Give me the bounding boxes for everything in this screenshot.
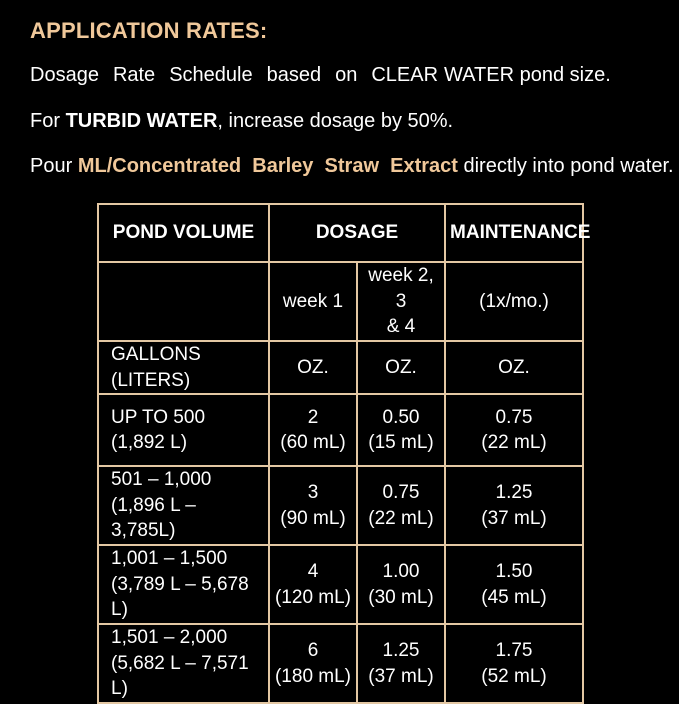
- week1-cell: [269, 624, 357, 703]
- ml: (180 mL): [274, 665, 352, 687]
- oz: 4: [307, 560, 319, 582]
- subheader-maintenance: (1x/mo.): [445, 262, 583, 341]
- dosage-table: [97, 203, 591, 704]
- week1-cell: [269, 545, 357, 624]
- ml: (52 mL): [481, 665, 547, 687]
- gallons: 501 – 1,000: [111, 469, 212, 491]
- turbid-note-post: , increase dosage by 50%.: [217, 110, 454, 132]
- liters: (3,789 L – 5,678 L): [111, 573, 249, 621]
- pour-note-post: directly into pond water.: [457, 155, 674, 177]
- oz: 0.75: [495, 406, 533, 428]
- subheader-week234: [357, 262, 445, 341]
- gallons: 1,501 – 2,000: [111, 627, 228, 649]
- oz: 1.25: [382, 639, 420, 661]
- turbid-note-bold: TURBID WATER: [65, 110, 218, 132]
- week234-cell: [357, 624, 445, 703]
- volume-cell: [98, 394, 269, 466]
- oz: 1.75: [495, 639, 533, 661]
- gallons: UP TO 500: [111, 406, 206, 428]
- maintenance-cell: [445, 466, 583, 545]
- maintenance-cell: [445, 394, 583, 466]
- oz: 0.75: [382, 482, 420, 504]
- oz: 2: [307, 406, 319, 428]
- week1-cell: [269, 466, 357, 545]
- subheader-week234-line1: week 2, 3: [368, 265, 434, 312]
- maintenance-cell: [445, 624, 583, 703]
- subheader-week1: week 1: [269, 262, 357, 341]
- oz: 1.00: [382, 560, 420, 582]
- ml: (37 mL): [368, 665, 434, 687]
- ml: (37 mL): [481, 507, 547, 529]
- word: Rate: [112, 64, 156, 86]
- ml: (30 mL): [368, 586, 434, 608]
- empty-cell: [98, 262, 269, 341]
- volume-cell: [98, 545, 269, 624]
- liters: (5,682 L – 7,571 L): [111, 652, 249, 700]
- gallons: 1,001 – 1,500: [111, 548, 228, 570]
- turbid-note: [30, 110, 453, 133]
- ml: (45 mL): [481, 586, 547, 608]
- week234-cell: [357, 545, 445, 624]
- schedule-note: [30, 64, 625, 87]
- pour-note: [30, 155, 674, 178]
- subheader-week234-line2: & 4: [386, 316, 416, 338]
- unit-week234: OZ.: [357, 341, 445, 394]
- ml: (60 mL): [280, 432, 346, 454]
- product-name: ML/Concentrated Barley Straw Extract: [77, 155, 458, 177]
- oz: 3: [307, 482, 319, 504]
- unit-week1: OZ.: [269, 341, 357, 394]
- word: CLEAR: [371, 64, 439, 86]
- header-maintenance: MAINTENANCE: [445, 204, 583, 262]
- oz: 6: [307, 639, 319, 661]
- ml: (15 mL): [368, 432, 434, 454]
- word: based: [266, 64, 322, 86]
- turbid-note-pre: For: [30, 110, 66, 132]
- week234-cell: [357, 394, 445, 466]
- oz: 1.50: [495, 560, 533, 582]
- liters: (1,892 L): [111, 432, 188, 454]
- header-dosage: DOSAGE: [269, 204, 445, 262]
- table-row: [98, 545, 583, 624]
- oz: 0.50: [382, 406, 420, 428]
- header-pond-volume: POND VOLUME: [98, 204, 269, 262]
- table-row: [98, 394, 583, 466]
- table-row: [98, 624, 583, 703]
- oz: 1.25: [495, 482, 533, 504]
- pour-note-pre: Pour: [30, 155, 78, 177]
- maintenance-cell: [445, 545, 583, 624]
- week1-cell: [269, 394, 357, 466]
- unit-volume: GALLONS (LITERS): [98, 341, 269, 394]
- ml: (22 mL): [368, 507, 434, 529]
- word: on: [335, 64, 358, 86]
- ml: (22 mL): [481, 432, 547, 454]
- word: WATER pond size.: [444, 64, 611, 86]
- liters: (1,896 L – 3,785L): [111, 494, 196, 542]
- volume-cell: [98, 624, 269, 703]
- ml: (90 mL): [280, 507, 346, 529]
- section-heading: APPLICATION RATES:: [30, 18, 268, 43]
- unit-maintenance: OZ.: [445, 341, 583, 394]
- week234-cell: [357, 466, 445, 545]
- word: Dosage: [30, 64, 99, 86]
- volume-cell: [98, 466, 269, 545]
- word: Schedule: [169, 64, 253, 86]
- ml: (120 mL): [274, 586, 352, 608]
- table-row: [98, 466, 583, 545]
